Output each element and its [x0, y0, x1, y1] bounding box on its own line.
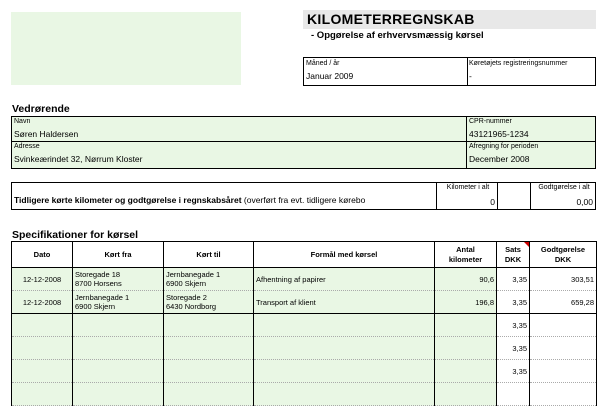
cell-amount — [530, 360, 597, 383]
cpr-label: CPR-nummer — [469, 118, 512, 125]
cell-amount — [530, 337, 597, 360]
previous-amount-label: Godtgørelse i alt — [538, 184, 590, 191]
cell-from[interactable] — [73, 360, 164, 383]
vedrorende-title: Vedrørende — [12, 103, 70, 115]
cell-rate: 3,35 — [497, 314, 530, 337]
name-cell[interactable] — [12, 117, 467, 142]
previous-km-label: Kilometer i alt — [446, 184, 490, 191]
registration-cell[interactable] — [467, 58, 595, 85]
period-registration-box — [303, 57, 596, 86]
name-value: Søren Haldersen — [14, 129, 79, 139]
cell-rate: 3,35 — [497, 268, 530, 291]
previous-km-value: 0 — [490, 197, 495, 207]
cell-km[interactable] — [435, 314, 497, 337]
cell-purpose[interactable] — [254, 383, 435, 406]
settlement-period-cell[interactable] — [467, 142, 595, 168]
vedrorende-box — [11, 116, 596, 169]
table-row — [12, 314, 597, 337]
previous-amount-cell[interactable] — [531, 183, 595, 209]
cell-date[interactable]: 12-12-2008 — [12, 268, 73, 291]
spec-header-row — [12, 242, 597, 268]
name-label: Navn — [14, 118, 31, 125]
cell-km[interactable]: 90,6 — [435, 268, 497, 291]
cell-purpose[interactable] — [254, 314, 435, 337]
cell-purpose[interactable]: Transport af klient — [254, 291, 435, 314]
cell-date[interactable] — [12, 337, 73, 360]
col-header-date: Dato — [12, 242, 73, 268]
previous-amount-value: 0,00 — [576, 197, 593, 207]
address-value: Svinkeærindet 32, Nørrum Kloster — [14, 154, 143, 164]
registration-label: Køretøjets registreringsnummer — [469, 60, 568, 67]
page-title: KILOMETERREGNSKAB — [307, 11, 475, 27]
cell-rate: 3,35 — [497, 291, 530, 314]
previous-text-bold: Tidligere kørte kilometer og godtgørelse i regnskabsåret — [14, 195, 242, 205]
cell-date[interactable] — [12, 383, 73, 406]
cell-to[interactable] — [164, 383, 254, 406]
month-cell[interactable] — [304, 58, 468, 85]
table-row — [12, 383, 597, 406]
table-row — [12, 268, 597, 291]
cell-to[interactable]: Storegade 2 6430 Nordborg — [164, 291, 254, 314]
cell-from[interactable]: Storegade 18 8700 Horsens — [73, 268, 164, 291]
registration-value: - — [469, 71, 472, 81]
col-header-rate: Sats DKK — [497, 242, 530, 268]
cell-amount: 659,28 — [530, 291, 597, 314]
cell-from[interactable] — [73, 337, 164, 360]
cell-rate: 3,35 — [497, 360, 530, 383]
page-subtitle: - Opgørelse af erhvervsmæssig kørsel — [311, 30, 484, 41]
cell-amount — [530, 314, 597, 337]
spec-table — [11, 241, 597, 406]
cell-date[interactable] — [12, 314, 73, 337]
col-header-to: Kørt til — [164, 242, 254, 268]
previous-description — [12, 183, 437, 209]
cell-purpose[interactable] — [254, 337, 435, 360]
spec-title: Specifikationer for kørsel — [12, 229, 139, 241]
col-header-amount: Godtgørelse DKK — [530, 242, 597, 268]
cpr-cell[interactable] — [467, 117, 595, 142]
cell-km[interactable] — [435, 383, 497, 406]
month-label: Måned / år — [306, 60, 340, 67]
logo-area — [11, 12, 241, 85]
cell-to[interactable] — [164, 360, 254, 383]
address-label: Adresse — [14, 143, 40, 150]
comment-marker-icon[interactable] — [524, 242, 529, 247]
cell-date[interactable]: 12-12-2008 — [12, 291, 73, 314]
previous-totals-box — [11, 182, 596, 210]
cell-purpose[interactable] — [254, 360, 435, 383]
col-header-km: Antal kilometer — [435, 242, 497, 268]
table-row — [12, 337, 597, 360]
cell-rate — [497, 383, 530, 406]
address-cell[interactable] — [12, 142, 467, 168]
cell-to[interactable] — [164, 314, 254, 337]
cell-km[interactable]: 196,8 — [435, 291, 497, 314]
col-header-from: Kørt fra — [73, 242, 164, 268]
cell-amount: 303,51 — [530, 268, 597, 291]
col-header-purpose: Formål med kørsel — [254, 242, 435, 268]
cell-purpose[interactable]: Afhentning af papirer — [254, 268, 435, 291]
previous-km-cell[interactable] — [437, 183, 498, 209]
previous-text-normal: (overført fra evt. tidligere kørebo — [241, 195, 366, 205]
previous-spacer-cell — [498, 183, 531, 209]
cell-from[interactable] — [73, 314, 164, 337]
cell-from[interactable]: Jernbanegade 1 6900 Skjern — [73, 291, 164, 314]
table-row — [12, 360, 597, 383]
cell-amount — [530, 383, 597, 406]
cell-date[interactable] — [12, 360, 73, 383]
cell-to[interactable] — [164, 337, 254, 360]
cell-km[interactable] — [435, 360, 497, 383]
settlement-period-label: Afregning for perioden — [469, 143, 539, 150]
table-row — [12, 291, 597, 314]
month-value: Januar 2009 — [306, 71, 354, 81]
cell-km[interactable] — [435, 337, 497, 360]
cell-to[interactable]: Jernbanegade 1 6900 Skjern — [164, 268, 254, 291]
settlement-period-value: December 2008 — [469, 154, 530, 164]
cell-rate: 3,35 — [497, 337, 530, 360]
cell-from[interactable] — [73, 383, 164, 406]
cpr-value: 43121965-1234 — [469, 129, 529, 139]
